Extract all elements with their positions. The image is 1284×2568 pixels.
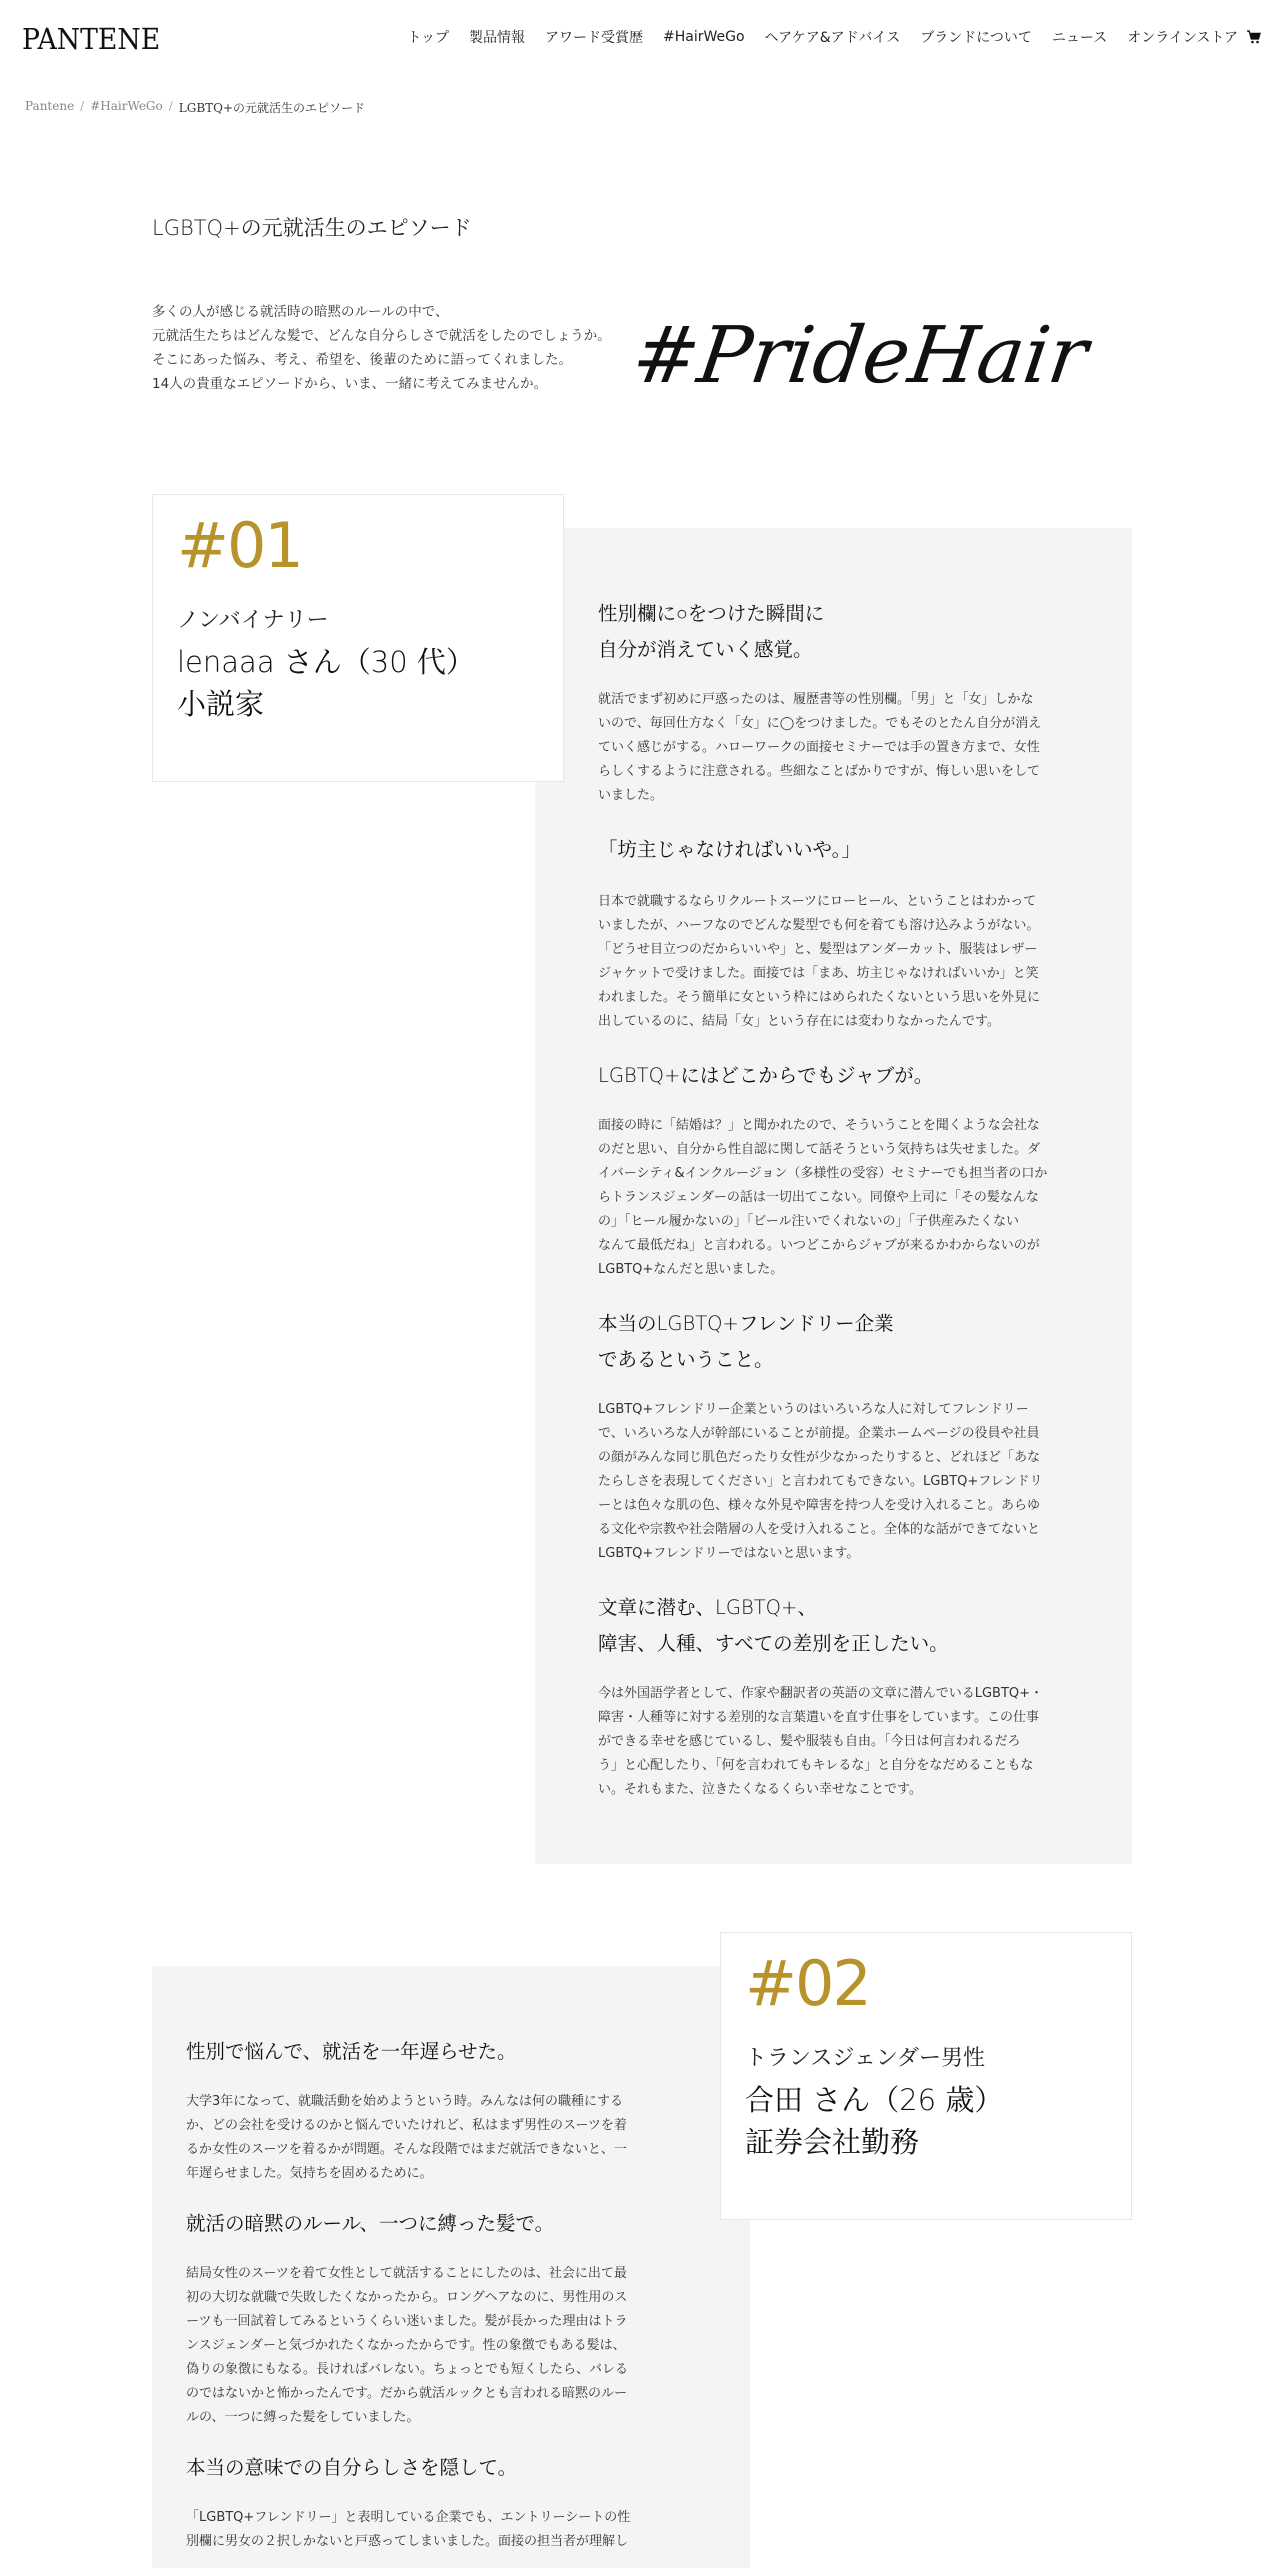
article-heading: 性別欄に○をつけた瞬間に 自分が消えていく感覚。 [598, 602, 825, 661]
nav-item-online-store[interactable]: オンラインストア [1127, 30, 1238, 46]
breadcrumb-parent[interactable]: #HairWeGo [90, 99, 163, 113]
breadcrumb-home[interactable]: Pantene [25, 99, 75, 113]
nav-item-top[interactable]: トップ [407, 30, 449, 46]
episode-person-name: lenaaa さん（30 代） [177, 645, 475, 679]
breadcrumb-separator: / [80, 99, 85, 113]
episode-2-card [720, 1932, 1132, 2220]
nav-item-haircare-advice[interactable]: ヘアケア&アドバイス [764, 30, 901, 46]
breadcrumb-separator: / [168, 99, 173, 113]
cart-icon[interactable] [1246, 29, 1262, 45]
article-heading: 就活の暗黙のルール、一つに縛った髪で。 [186, 2212, 555, 2235]
article-heading: 本当の意味での自分らしさを隠して。 [186, 2456, 518, 2479]
article-heading: 「坊主じゃなければいいや。」 [598, 838, 861, 861]
article-paragraph: 大学3年になって、就職活動を始めようという時。みんなは何の職種にする か、どの会社を受けるのかと悩んでいたけれど、私はまず男性のスーツを着 るか女性のスーツを着るかが問題。そんな段階ではまだ就活できないと、一 年遅らせました。気持ちを固めるために。 [186, 2094, 627, 2181]
article-heading: 性別で悩んで、就活を一年遅らせた。 [186, 2040, 517, 2063]
nav-item-awards[interactable]: アワード受賞歴 [544, 30, 643, 46]
article-heading: 本当のLGBTQ+フレンドリー企業 であるということ。 [598, 1312, 894, 1371]
nav-item-products[interactable]: 製品情報 [468, 30, 525, 46]
episode-person-job: 小説家 [177, 687, 265, 721]
episode-1-article [598, 596, 1098, 1802]
article-paragraph: LGBTQ+フレンドリー企業というのはいろいろな人に対してフレンドリー で、いろいろな人が幹部にいることが前提。企業ホームページの役員や社員 の顔がみんな同じ肌色だったり女性が少なかったりすると、どれほど「あな たらしさを表現してください」と言われてもできない。LGBTQ+フレンドリ ーとは色々な肌の色、様々な外見や障害を持つ人を受け入れること。あらゆ る文化や宗教や社会階層の人を受け入れること。全体的な話ができてないと LGBTQ+フレンドリーではないと思います。 [598, 1402, 1043, 1561]
episode-number: #02 [745, 1947, 870, 2020]
nav-item-hairwego[interactable]: #HairWeGo [662, 29, 745, 45]
article-paragraph: 就活でまず初めに戸惑ったのは、履歴書等の性別欄。「男」と「女」しかな いので、毎回仕方なく「女」に◯をつけました。でもそのとたん自分が消え ていく感じがする。ハローワークの面接セミナーでは手の置き方まで、女性 らしくするように注意される。些細なことばかりですが、悔しい思いをして いました。 [598, 692, 1042, 803]
article-heading: 文章に潜む、LGBTQ+、 障害、人種、すべての差別を正したい。 [598, 1596, 949, 1655]
main-nav [407, 27, 1262, 47]
episode-person-job: 証券会社勤務 [745, 2125, 920, 2159]
episode-person-name: 合田 さん（26 歳） [745, 2083, 1004, 2117]
nav-item-about-brand[interactable]: ブランドについて [920, 30, 1032, 46]
intro-text [152, 300, 611, 396]
breadcrumb-current: LGBTQ+の元就活生のエピソード [178, 101, 366, 115]
article-heading: LGBTQ+にはどこからでもジャブが。 [598, 1064, 934, 1087]
intro-line: 多くの人が感じる就活時の暗黙のルールの中で、 [152, 304, 449, 320]
episode-number: #01 [177, 509, 302, 582]
article-paragraph: 今は外国語学者として、作家や翻訳者の英語の文章に潜んでいるLGBTQ+・ 障害・人種等に対する差別的な言葉遣いを直す仕事をしています。この仕事 ができる幸せを感じているし、髪や服装も自由。「今日は何言われるだろ う」と心配したり、「何を言われてもキレるな」と自分をなだめることもな い。それもまた、泣きたくなるくらい幸せなことです。 [598, 1686, 1044, 1797]
pridehair-hashtag-logo [627, 282, 1093, 422]
intro-line: 元就活生たちはどんな髪で、どんな自分らしさで就活をしたのでしょうか。 [152, 328, 611, 344]
intro-line: そこにあった悩み、考え、希望を、後輩のために語ってくれました。 [152, 352, 572, 368]
episode-2-article [186, 2034, 686, 2568]
article-paragraph: 「LGBTQ+フレンドリー」と表明している企業でも、エントリーシートの性 別欄に男女の２択しかないと戸惑ってしまいました。面接の担当者が理解し [186, 2510, 631, 2549]
pridehair-hashtag-text: #PrideHair [627, 310, 1093, 401]
article-paragraph: 日本で就職するならリクルートスーツにローヒール、ということはわかって いましたが、ハーフなのでどんな髪型でも何を着ても溶け込みようがない。 「どうせ目立つのだからいいや」と、髪型はアンダーカット、服装はレザー ジャケットで受けました。面接では「まあ、坊主じゃなければいいか」と笑 われました。そう簡単に女という枠にはめられたくないという思いを外見に 出しているのに、結局「女」という存在には変わりなかったんです。 [598, 894, 1041, 1029]
pantene-logo[interactable]: PANTENE [22, 22, 161, 56]
article-paragraph: 結局女性のスーツを着て女性として就活することにしたのは、社会に出て最 初の大切な就職で失敗したくなかったから。ロングヘアなのに、男性用のス ーツも一回試着してみるというくらい迷いました。髪が長かった理由はトラ ンスジェンダーと気づかれたくなかったからです。性の象徴でもある髪は、 偽りの象徴にもなる。長ければバレない。ちょっとでも短くしたら、バレる のではないかと怖かったんです。だから就活ルックとも言われる暗黙のルー ルの、一つに縛った髪をしていました。 [186, 2266, 629, 2425]
page-title: LGBTQ+の元就活生のエピソード [152, 216, 472, 240]
episode-role: トランスジェンダー男性 [745, 2046, 986, 2071]
episode-role: ノンバイナリー [177, 608, 329, 633]
nav-item-news[interactable]: ニュース [1051, 30, 1108, 46]
intro-line: 14人の貴重なエピソードから、いま、一緒に考えてみませんか。 [152, 376, 548, 392]
breadcrumb [25, 99, 365, 116]
article-paragraph: 面接の時に「結婚は？」と聞かれたので、そういうことを聞くような会社な のだと思い、自分から性自認に関して話そうという気持ちは失せました。ダ イバーシティ&インクルージョン（多様性の受容）セミナーでも担当者の口か らトランスジェンダーの話は一切出てこない。同僚や上司に「その髪なんな の」「ヒール履かないの」「ビール注いでくれないの」「子供産みたくない なんて最低だね」と言われる。いつどこからジャブが来るかわからないのが LGBTQ+なんだと思いました。 [598, 1118, 1048, 1277]
site-header [0, 0, 1284, 80]
episode-1-card [152, 494, 564, 782]
